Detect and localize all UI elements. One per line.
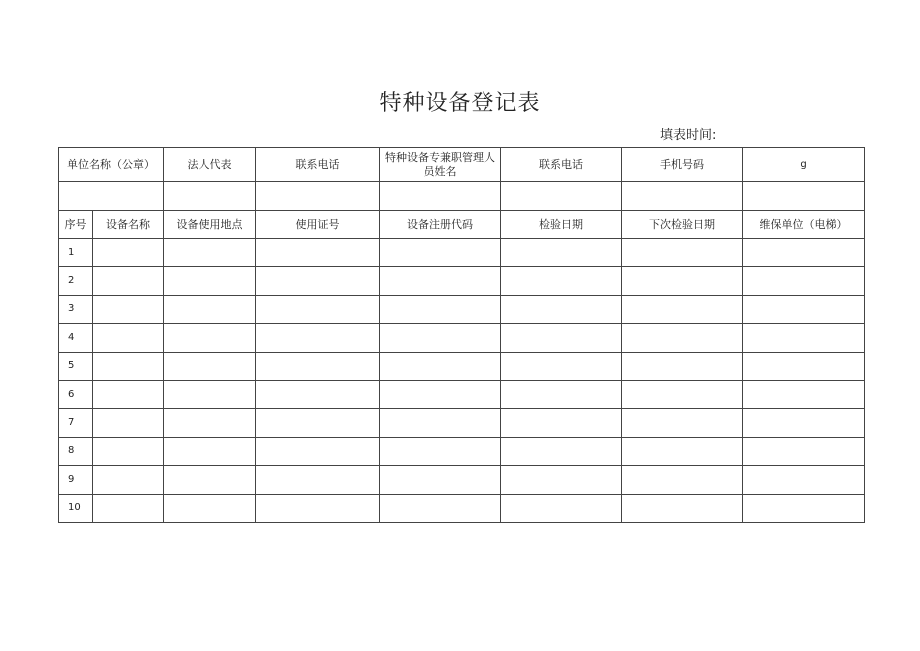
table-cell[interactable] bbox=[622, 437, 743, 465]
table-cell[interactable] bbox=[622, 267, 743, 295]
table-cell[interactable] bbox=[380, 239, 501, 267]
table-cell[interactable] bbox=[93, 352, 164, 380]
table-cell[interactable] bbox=[501, 409, 622, 437]
unit-info-header-row bbox=[59, 148, 865, 182]
table-cell[interactable] bbox=[743, 295, 865, 323]
table-cell[interactable] bbox=[743, 352, 865, 380]
row-number: 5 bbox=[59, 352, 93, 380]
row-number: 6 bbox=[59, 380, 93, 408]
table-cell[interactable] bbox=[743, 466, 865, 494]
table-cell[interactable] bbox=[380, 380, 501, 408]
table-cell[interactable] bbox=[164, 239, 256, 267]
table-cell[interactable] bbox=[501, 324, 622, 352]
table-cell[interactable] bbox=[256, 466, 380, 494]
table-cell[interactable] bbox=[93, 295, 164, 323]
contact-phone-cell[interactable] bbox=[256, 182, 380, 211]
table-cell[interactable] bbox=[743, 324, 865, 352]
table-cell[interactable] bbox=[164, 494, 256, 522]
contact-phone-header: 联系电话 bbox=[256, 148, 380, 182]
table-cell[interactable] bbox=[164, 267, 256, 295]
table-cell[interactable] bbox=[380, 352, 501, 380]
table-cell[interactable] bbox=[743, 380, 865, 408]
equipment-header-row bbox=[59, 211, 865, 239]
row-number: 10 bbox=[59, 494, 93, 522]
seq-header: 序号 bbox=[59, 211, 93, 239]
table-cell[interactable] bbox=[743, 239, 865, 267]
table-cell[interactable] bbox=[501, 295, 622, 323]
table-cell[interactable] bbox=[622, 239, 743, 267]
table-cell[interactable] bbox=[256, 267, 380, 295]
mobile-cell[interactable] bbox=[622, 182, 743, 211]
row-number: 9 bbox=[59, 466, 93, 494]
inspection-date-header: 检验日期 bbox=[501, 211, 622, 239]
row-number: 2 bbox=[59, 267, 93, 295]
table-cell[interactable] bbox=[164, 352, 256, 380]
table-cell[interactable] bbox=[743, 267, 865, 295]
registration-table bbox=[58, 147, 865, 523]
unit-name-cell[interactable] bbox=[59, 182, 164, 211]
location-header: 设备使用地点 bbox=[164, 211, 256, 239]
table-row bbox=[59, 324, 865, 352]
table-cell[interactable] bbox=[164, 437, 256, 465]
table-cell[interactable] bbox=[501, 466, 622, 494]
table-cell[interactable] bbox=[164, 409, 256, 437]
extra-cell[interactable] bbox=[743, 182, 865, 211]
table-cell[interactable] bbox=[256, 239, 380, 267]
table-cell[interactable] bbox=[93, 239, 164, 267]
table-cell[interactable] bbox=[164, 466, 256, 494]
table-cell[interactable] bbox=[501, 380, 622, 408]
table-cell[interactable] bbox=[93, 324, 164, 352]
table-cell[interactable] bbox=[93, 380, 164, 408]
table-cell[interactable] bbox=[501, 239, 622, 267]
table-cell[interactable] bbox=[256, 409, 380, 437]
form-title: 特种设备登记表 bbox=[379, 91, 541, 116]
next-inspection-header: 下次检验日期 bbox=[622, 211, 743, 239]
table-cell[interactable] bbox=[256, 380, 380, 408]
table-cell[interactable] bbox=[622, 409, 743, 437]
table-cell[interactable] bbox=[622, 295, 743, 323]
table-cell[interactable] bbox=[93, 494, 164, 522]
table-cell[interactable] bbox=[622, 494, 743, 522]
table-cell[interactable] bbox=[743, 494, 865, 522]
table-cell[interactable] bbox=[622, 324, 743, 352]
registration-code-header: 设备注册代码 bbox=[380, 211, 501, 239]
extra-header: g bbox=[743, 148, 865, 182]
manager-name-cell[interactable] bbox=[380, 182, 501, 211]
fill-time-label: 填表时间: bbox=[660, 128, 717, 143]
row-number: 3 bbox=[59, 295, 93, 323]
table-row bbox=[59, 267, 865, 295]
table-cell[interactable] bbox=[164, 380, 256, 408]
table-cell[interactable] bbox=[256, 295, 380, 323]
cert-number-header: 使用证号 bbox=[256, 211, 380, 239]
contact-phone-header-2: 联系电话 bbox=[501, 148, 622, 182]
table-cell[interactable] bbox=[93, 267, 164, 295]
table-cell[interactable] bbox=[380, 466, 501, 494]
table-cell[interactable] bbox=[622, 466, 743, 494]
table-row bbox=[59, 466, 865, 494]
table-row bbox=[59, 494, 865, 522]
table-cell[interactable] bbox=[501, 494, 622, 522]
equipment-name-header: 设备名称 bbox=[93, 211, 164, 239]
legal-rep-cell[interactable] bbox=[164, 182, 256, 211]
table-cell[interactable] bbox=[93, 466, 164, 494]
table-row bbox=[59, 380, 865, 408]
maintenance-unit-header: 维保单位（电梯） bbox=[743, 211, 865, 239]
table-cell[interactable] bbox=[164, 295, 256, 323]
table-cell[interactable] bbox=[164, 324, 256, 352]
table-row bbox=[59, 437, 865, 465]
table-cell[interactable] bbox=[256, 324, 380, 352]
unit-info-input-row bbox=[59, 182, 865, 211]
row-number: 7 bbox=[59, 409, 93, 437]
table-cell[interactable] bbox=[380, 494, 501, 522]
table-cell[interactable] bbox=[93, 409, 164, 437]
table-cell[interactable] bbox=[256, 352, 380, 380]
table-cell[interactable] bbox=[380, 295, 501, 323]
unit-name-header: 单位名称（公章） bbox=[59, 148, 164, 182]
table-row bbox=[59, 239, 865, 267]
table-cell[interactable] bbox=[380, 324, 501, 352]
table-cell[interactable] bbox=[256, 437, 380, 465]
table-cell[interactable] bbox=[743, 409, 865, 437]
table-cell[interactable] bbox=[380, 409, 501, 437]
manager-name-header: 特种设备专兼职管理人员姓名 bbox=[380, 148, 501, 182]
row-number: 1 bbox=[59, 239, 93, 267]
table-cell[interactable] bbox=[380, 437, 501, 465]
table-row bbox=[59, 409, 865, 437]
table-cell[interactable] bbox=[501, 267, 622, 295]
table-cell[interactable] bbox=[622, 380, 743, 408]
table-cell[interactable] bbox=[501, 437, 622, 465]
table-cell[interactable] bbox=[256, 494, 380, 522]
row-number: 4 bbox=[59, 324, 93, 352]
table-cell[interactable] bbox=[93, 437, 164, 465]
table-row bbox=[59, 295, 865, 323]
mobile-header: 手机号码 bbox=[622, 148, 743, 182]
table-cell[interactable] bbox=[743, 437, 865, 465]
table-cell[interactable] bbox=[501, 352, 622, 380]
table-row bbox=[59, 352, 865, 380]
contact-phone-cell-2[interactable] bbox=[501, 182, 622, 211]
table-cell[interactable] bbox=[622, 352, 743, 380]
table-cell[interactable] bbox=[380, 267, 501, 295]
row-number: 8 bbox=[59, 437, 93, 465]
legal-rep-header: 法人代表 bbox=[164, 148, 256, 182]
